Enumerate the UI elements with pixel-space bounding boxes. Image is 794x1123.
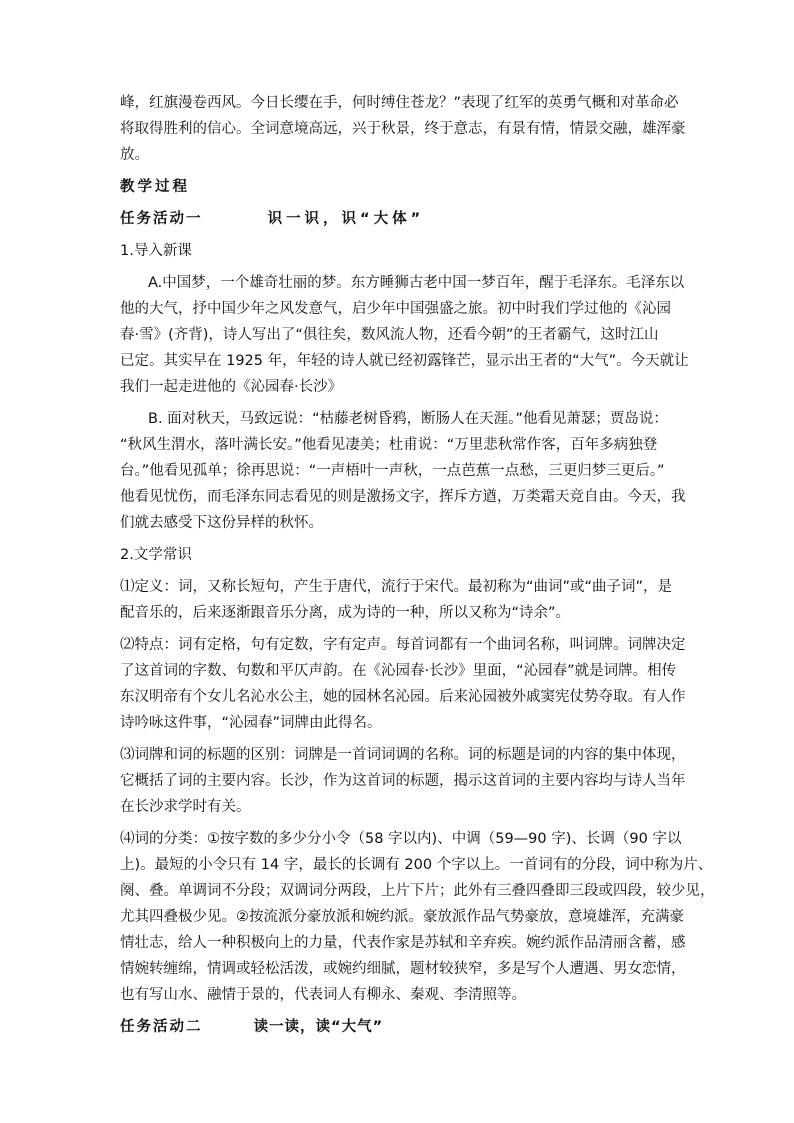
section-title-literature: 2.文学常识 (120, 547, 192, 563)
definition-2 (120, 632, 686, 736)
text-line: 尤其四叠极少见。②按流派分豪放派和婉约派。豪放派作品气势豪放，意境雄浑，充满豪 (120, 909, 684, 925)
text-line: 情婉转缠绵，情调或轻松活泼，或婉约细腻，题材较狭窄，多是写个人遭遇、男女恋情， (120, 961, 686, 977)
text-line: 东汉明帝有个女儿名沁水公主，她的园林名沁园。后来沁园被外戚窦宪仗势夺取。有人作 (120, 689, 686, 705)
section-title-intro: 1.导入新课 (120, 243, 192, 259)
text-line: ⑷词的分类：①按字数的多少分小令（58 字以内)、中调（59—90 字)、长调（90 字以 (120, 831, 682, 847)
text-line: 已定。其实早在 1925 年，年轻的诗人就已经初露锋芒，显示出王者的“大气”。今天就让 (120, 353, 689, 369)
text-line: 情壮志，给人一种积极向上的力量，代表作家是苏轼和辛弃疾。婉约派作品清丽含蓄，感 (120, 935, 686, 951)
text-line: 我们一起走进他的《沁园春·长沙》 (120, 379, 343, 395)
task-label: 任务活动二 (120, 1019, 203, 1035)
text-line: ⑵特点：词有定格，句有定数，字有定声。每首词都有一个曲词名称，叫词牌。词牌决定 (120, 637, 686, 653)
text-line: 了这首词的字数、句数和平仄声韵。在《沁园春·长沙》里面，“沁园春”就是词牌。相传 (120, 663, 677, 679)
teaching-process-heading: 教学过程 (120, 179, 190, 195)
text-line: 放。 (120, 147, 149, 163)
text-line: 在长沙求学时有关。 (120, 799, 251, 815)
task-heading-2 (120, 1014, 676, 1040)
text-line: 它概括了词的主要内容。长沙，作为这首词的标题，揭示这首词的主要内容均与诗人当年 (120, 773, 686, 789)
task-title: 识一识，识“大体” (267, 211, 425, 227)
text-line: 他看见忧伤，而毛泽东同志看见的则是激扬文字，挥斥方遒，万类霜天竞自由。今天，我 (120, 489, 686, 505)
text-line: 上)。最短的小令只有 14 字，最长的长调有 200 个字以上。一首词有的分段，词中称为片、 (120, 857, 713, 873)
text-line: B. 面对秋天，马致远说：“枯藤老树昏鸦，断肠人在天涯。”他看见萧瑟；贾岛说： (148, 411, 668, 427)
page-content (120, 90, 715, 1040)
task-heading-1 (120, 206, 676, 232)
text-line: 配音乐的，后来逐渐跟音乐分离，成为诗的一种，所以又称为“诗余”。 (120, 605, 571, 621)
text-line: 春·雪》(齐背)，诗人写出了“俱往矣，数风流人物，还看今朝”的王者霸气，这时江山 (120, 327, 659, 343)
definition-3 (120, 742, 686, 820)
definition-1 (120, 574, 676, 626)
text-line: 也有写山水、融情于景的，代表词人有柳永、秦观、李清照等。 (120, 987, 526, 1003)
text-line: 台。”他看见孤单；徐再思说：“一声梧叶一声秋，一点芭蕉一点愁，三更归梦三更后。” (120, 463, 665, 479)
text-line: 峰，红旗漫卷西风。今日长缨在手，何时缚住苍龙？”表现了红军的英勇气概和对革命必 (120, 95, 679, 111)
text-line: 将取得胜利的信心。全词意境高远，兴于秋景，终于意志，有景有情，情景交融，雄浑豪 (120, 121, 686, 137)
text-line: A.中国梦，一个雄奇壮丽的梦。东方睡狮古老中国一梦百年，醒于毛泽东。毛泽东以 (148, 275, 685, 291)
paragraph-b (120, 406, 686, 536)
paragraph-a (120, 270, 689, 400)
text-line: “秋风生渭水，落叶满长安。”他看见凄美；杜甫说：“万里悲秋常作客，百年多病独登 (120, 437, 658, 453)
text-line: ⑴定义：词，又称长短句，产生于唐代，流行于宋代。最初称为“曲词”或“曲子词”，是 (120, 579, 673, 595)
text-line: ⑶词牌和词的标题的区别：词牌是一首词词调的名称。词的标题是词的内容的集中体现， (120, 747, 686, 763)
task-title: 读一读，读“大气” (253, 1019, 384, 1035)
text-line: 他的大气，抒中国少年之风发意气，启少年中国强盛之旅。初中时我们学过他的《沁园 (120, 301, 671, 317)
task-label: 任务活动一 (120, 211, 203, 227)
definition-4 (120, 826, 715, 1008)
text-line: 们就去感受下这份异样的秋怀。 (120, 515, 323, 531)
text-line: 阕、叠。单调词不分段；双调词分两段，上片下片；此外有三叠四叠即三段或四段，较少见， (120, 883, 715, 899)
text-line: 诗吟咏这件事，“沁园春”词牌由此得名。 (120, 715, 382, 731)
intro-paragraph (120, 90, 686, 168)
